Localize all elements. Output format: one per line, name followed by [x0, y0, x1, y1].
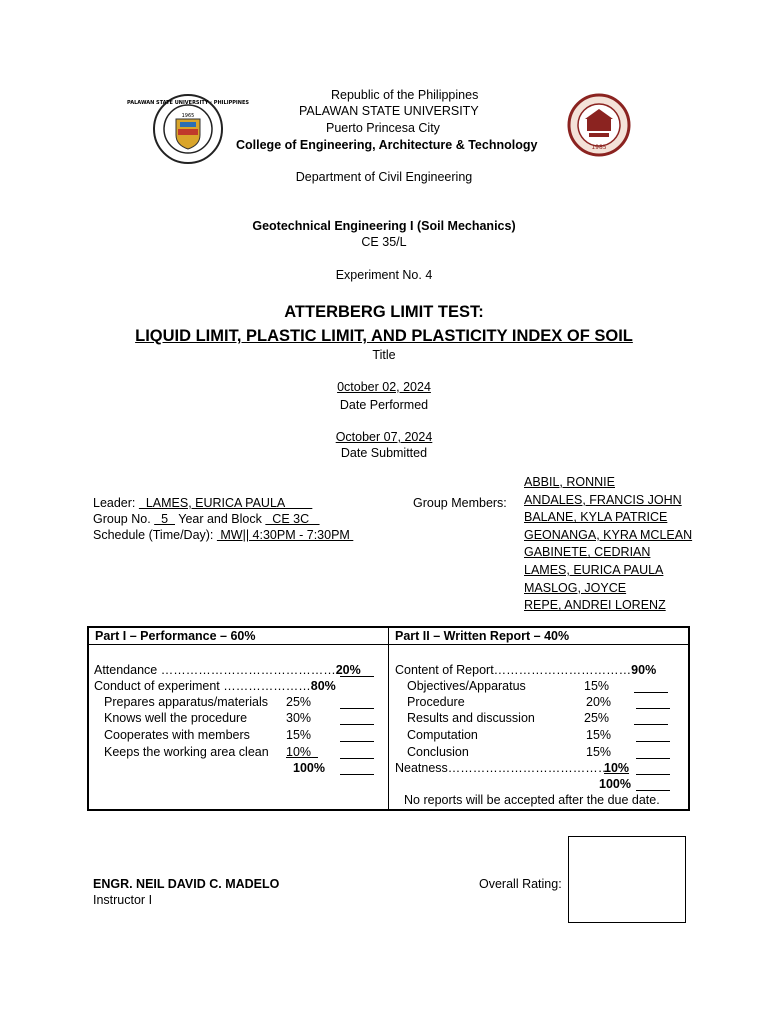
schedule-value: MW|| 4:30PM - 7:30PM — [216, 528, 354, 542]
college-name: College of Engineering, Architecture & Technology — [236, 138, 538, 152]
part2-item: Conclusion — [407, 745, 469, 759]
part2-item-pct: 20% — [586, 695, 612, 709]
part2-item-blank — [636, 731, 670, 742]
part2-item-blank — [636, 698, 670, 709]
group-members-list — [524, 474, 692, 615]
content-pct: 90% — [631, 663, 657, 677]
overall-rating-label: Overall Rating: — [479, 877, 562, 891]
leader-label: Leader: — [93, 496, 136, 510]
date-submitted-label: Date Submitted — [340, 446, 428, 460]
part1-item-pct: 25% — [286, 695, 312, 709]
part2-item-blank — [634, 682, 668, 693]
psu-seal-logo — [127, 93, 249, 165]
year-block-label: Year and Block — [178, 512, 262, 526]
group-label: Group No. — [93, 512, 151, 526]
member-item: REPE, ANDREI LORENZ — [524, 598, 666, 613]
leader-value: LAMES, EURICA PAULA — [138, 496, 313, 510]
part1-item-blank — [340, 748, 374, 759]
schedule-label: Schedule (Time/Day): — [93, 528, 214, 542]
member-item: ABBIL, RONNIE — [524, 475, 615, 489]
part1-total: 100% — [293, 761, 325, 775]
part1-item: Cooperates with members — [104, 728, 250, 742]
date-performed-label: Date Performed — [339, 398, 429, 412]
part2-item: Results and discussion — [407, 711, 535, 725]
part2-item: Computation — [407, 728, 478, 742]
date-performed: 0ctober 02, 2024 — [337, 380, 431, 394]
experiment-title-line2: LIQUID LIMIT, PLASTIC LIMIT, AND PLASTICITY INDEX OF SOIL — [135, 327, 633, 345]
content-label: Content of Report…………………………… — [395, 663, 632, 677]
republic-line: Republic of the Philippines — [331, 88, 479, 102]
part1-item-pct: 10% — [286, 745, 312, 759]
part2-item: Objectives/Apparatus — [407, 679, 526, 693]
attendance-row — [94, 663, 361, 677]
part2-item-pct: 15% — [586, 745, 612, 759]
attendance-blank — [340, 666, 374, 677]
title-caption: Title — [372, 348, 396, 362]
member-item: LAMES, EURICA PAULA — [524, 562, 664, 577]
part1-header: Part I – Performance – 60% — [95, 629, 256, 643]
part2-item-pct: 25% — [584, 711, 610, 725]
due-date-note: No reports will be accepted after the due date. — [404, 793, 660, 807]
university-name: PALAWAN STATE UNIVERSITY — [299, 104, 479, 118]
part1-item-blank — [340, 714, 374, 725]
experiment-title-line1: ATTERBERG LIMIT TEST: — [284, 303, 484, 321]
neatness-pct: 10% — [604, 761, 630, 775]
conduct-row — [94, 679, 336, 693]
part2-item: Procedure — [407, 695, 465, 709]
group-value: 5 — [154, 512, 175, 526]
schedule-row — [93, 528, 353, 542]
year-block-value: CE 3C — [265, 512, 320, 526]
neatness-blank — [636, 764, 670, 775]
part2-item-pct: 15% — [584, 679, 610, 693]
neatness-row — [395, 761, 610, 775]
instructor-name: ENGR. NEIL DAVID C. MADELO — [93, 877, 280, 891]
experiment-number: Experiment No. 4 — [335, 268, 433, 282]
instructor-title: Instructor I — [93, 893, 153, 907]
group-row — [93, 512, 320, 526]
member-item: MASLOG, JOYCE — [524, 580, 627, 595]
part1-item-pct: 30% — [286, 711, 312, 725]
part1-total-blank — [340, 764, 374, 775]
part2-item-blank — [636, 748, 670, 759]
part2-item-pct: 15% — [586, 728, 612, 742]
svg-text:PALAWAN STATE UNIVERSITY · PHI: PALAWAN STATE UNIVERSITY · PHILIPPINES — [127, 100, 249, 106]
member-item: BALANE, KYLA PATRICE — [524, 510, 668, 525]
member-item: ANDALES, FRANCIS JOHN — [524, 492, 682, 507]
attendance-label: Attendance …………………………………… — [94, 663, 336, 677]
part1-item: Knows well the procedure — [104, 711, 248, 725]
part2-total: 100% — [599, 777, 631, 791]
city-line: Puerto Princesa City — [326, 121, 440, 135]
svg-text:1965: 1965 — [181, 113, 195, 119]
part1-item: Prepares apparatus/materials — [104, 695, 268, 709]
course-code: CE 35/L — [361, 235, 407, 249]
ceat-seal-logo — [563, 93, 635, 157]
leader-row — [93, 496, 312, 510]
content-row — [395, 663, 656, 677]
table-column-divider — [388, 626, 389, 811]
part2-header: Part II – Written Report – 40% — [395, 629, 570, 643]
conduct-pct: 80% — [310, 679, 336, 693]
part2-item-blank — [634, 714, 668, 725]
svg-text:1985: 1985 — [591, 144, 607, 151]
part1-item-pct: 15% — [286, 728, 312, 742]
course-name: Geotechnical Engineering I (Soil Mechanics) — [252, 219, 516, 233]
part1-item: Keeps the working area clean — [104, 745, 269, 759]
attendance-pct: 20% — [335, 663, 361, 677]
part2-total-blank — [636, 780, 670, 791]
conduct-label: Conduct of experiment ………………… — [94, 679, 311, 693]
member-item: GEONANGA, KYRA MCLEAN — [524, 527, 693, 542]
group-members-label: Group Members: — [413, 496, 507, 510]
department-name: Department of Civil Engineering — [295, 170, 473, 184]
date-submitted: October 07, 2024 — [335, 430, 433, 444]
member-item: GABINETE, CEDRIAN — [524, 545, 651, 560]
neatness-label: Neatness………………………………… — [395, 761, 611, 775]
part1-item-blank — [340, 731, 374, 742]
overall-rating-box — [568, 836, 686, 923]
part1-item-blank — [340, 698, 374, 709]
